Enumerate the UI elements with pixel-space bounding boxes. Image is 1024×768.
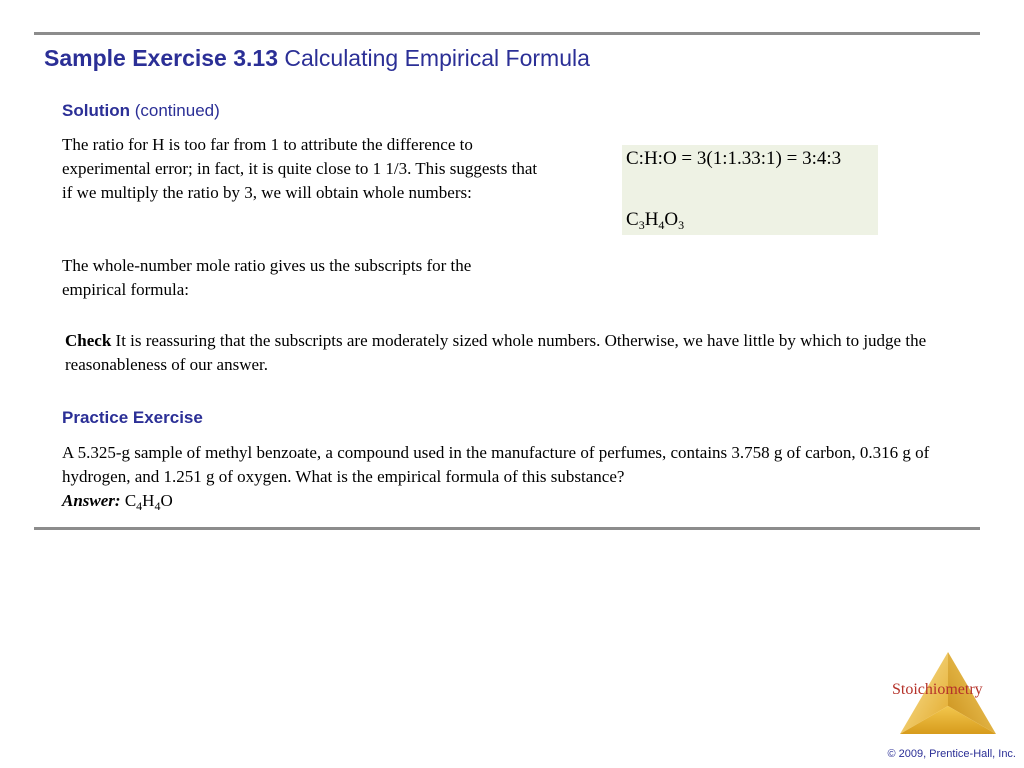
solution-paragraph-1: The ratio for H is too far from 1 to attribute the difference to experimental error; in fact, it is quite close to 1 1/3. This suggests that if we multiply the ratio by 3, we will obtain whole numbers: bbox=[62, 135, 538, 202]
practice-heading-label: Practice Exercise bbox=[62, 408, 203, 427]
answer-h-sub: 4 bbox=[154, 499, 161, 513]
formula-h: H bbox=[644, 209, 659, 230]
formula-c-sub: 3 bbox=[638, 218, 645, 232]
check-text: It is reassuring that the subscripts are moderately sized whole numbers. Otherwise, we have little by which to judge the reasonableness of our answer. bbox=[65, 331, 927, 374]
equation-box bbox=[622, 145, 878, 235]
solution-heading bbox=[62, 101, 220, 121]
empirical-formula bbox=[626, 209, 684, 233]
title-exercise-number: Sample Exercise 3.13 bbox=[44, 45, 278, 71]
formula-o: O bbox=[664, 209, 679, 230]
answer-formula bbox=[124, 491, 173, 513]
solution-heading-continued: (continued) bbox=[134, 101, 220, 120]
practice-answer bbox=[62, 489, 462, 518]
top-divider bbox=[34, 32, 980, 35]
check-paragraph bbox=[65, 329, 945, 377]
answer-c: C bbox=[124, 491, 137, 510]
formula-c: C bbox=[626, 209, 639, 230]
bottom-divider bbox=[34, 527, 980, 530]
answer-o: O bbox=[160, 491, 173, 510]
solution-paragraph-2: The whole-number mole ratio gives us the subscripts for the empirical formula: bbox=[62, 256, 472, 299]
check-label: Check bbox=[65, 331, 112, 350]
copyright-notice: © 2009, Prentice-Hall, Inc. bbox=[887, 748, 1016, 760]
logo-label: Stoichiometry bbox=[892, 681, 983, 698]
mole-ratio-equation: C:H:O = 3(1:1.33:1) = 3:4:3 bbox=[626, 148, 842, 169]
practice-heading bbox=[62, 408, 203, 428]
practice-question: A 5.325-g sample of methyl benzoate, a compound used in the manufacture of perfumes, contains 3.758 g of carbon, 0.316 g of hydrogen, and 1.251 g of oxygen. What is the empirical formula of this substance? bbox=[62, 443, 930, 486]
answer-h: H bbox=[142, 491, 155, 510]
answer-c-sub: 4 bbox=[136, 499, 143, 513]
answer-label: Answer: bbox=[62, 491, 121, 510]
title-topic: Calculating Empirical Formula bbox=[284, 45, 590, 71]
solution-heading-label: Solution bbox=[62, 101, 130, 120]
formula-h-sub: 4 bbox=[658, 218, 665, 232]
slide-title bbox=[44, 45, 590, 72]
formula-o-sub: 3 bbox=[678, 218, 685, 232]
